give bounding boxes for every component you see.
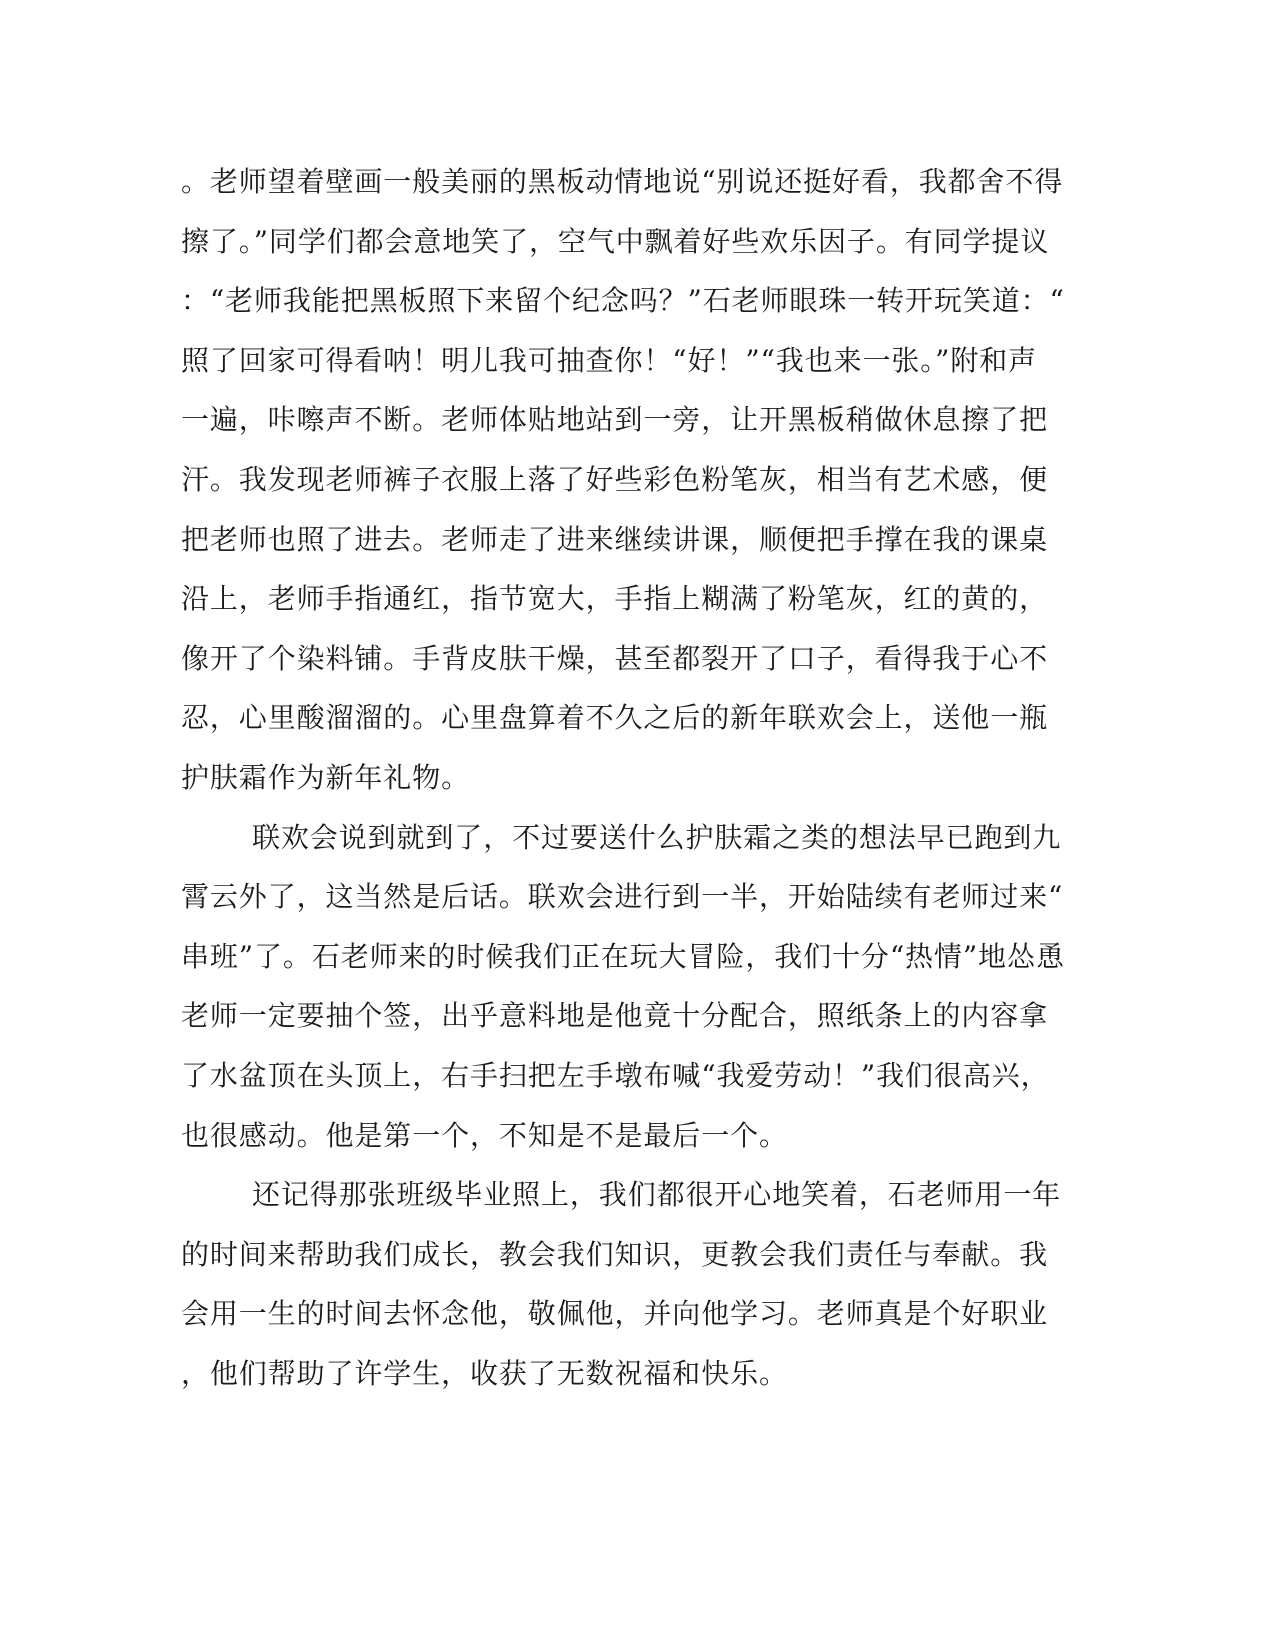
text-line: 汗。我发现老师裤子衣服上落了好些彩色粉笔灰，相当有艺术感，便 <box>181 462 1049 496</box>
text-line: 护肤霜作为新年礼物。 <box>181 760 471 794</box>
text-line: 像开了个染料铺。手背皮肤干燥，甚至都裂开了口子，看得我于心不 <box>181 641 1049 675</box>
text-line: 把老师也照了进去。老师走了进来继续讲课，顺便把手撑在我的课桌 <box>181 522 1049 556</box>
text-line: 的时间来帮助我们成长，教会我们知识，更教会我们责任与奉献。我 <box>181 1237 1049 1271</box>
text-line: 沿上，老师手指通红，指节宽大，手指上糊满了粉笔灰，红的黄的， <box>181 582 1049 616</box>
text-line: 一遍，咔嚓声不断。老师体贴地站到一旁，让开黑板稍做休息擦了把 <box>181 403 1049 437</box>
body-text <box>181 152 1065 1403</box>
text-line: 串班”了。石老师来的时候我们正在玩大冒险，我们十分“热情”地怂恿 <box>181 939 1065 973</box>
paragraph-start-line: 还记得那张班级毕业照上，我们都很开心地笑着，石老师用一年 <box>252 1178 1062 1212</box>
paragraph-start-line: 联欢会说到就到了，不过要送什么护肤霜之类的想法早已跑到九 <box>252 820 1062 854</box>
text-line: 照了回家可得看呐！明儿我可抽查你！“好！”“我也来一张。”附和声 <box>181 343 1038 377</box>
text-line: 霄云外了，这当然是后话。联欢会进行到一半，开始陆续有老师过来“ <box>181 880 1064 914</box>
text-line: 。老师望着壁画一般美丽的黑板动情地说“别说还挺好看，我都舍不得 <box>181 165 1064 198</box>
text-line: ，他们帮助了许学生，收获了无数祝福和快乐。 <box>181 1356 788 1390</box>
text-line: ：“老师我能把黑板照下来留个纪念吗？”石老师眼珠一转开玩笑道：“ <box>181 284 1065 318</box>
text-line: 擦了。”同学们都会意地笑了，空气中飘着好些欢乐因子。有同学提议 <box>181 224 1050 258</box>
text-line: 也很感动。他是第一个，不知是不是最后一个。 <box>181 1118 788 1152</box>
text-line: 了水盆顶在头顶上，右手扫把左手墩布喊“我爱劳动！”我们很高兴， <box>181 1058 1050 1092</box>
text-line: 会用一生的时间去怀念他，敬佩他，并向他学习。老师真是个好职业 <box>181 1297 1049 1331</box>
text-line: 老师一定要抽个签，出乎意料地是他竟十分配合，照纸条上的内容拿 <box>181 999 1049 1033</box>
text-line: 忍，心里酸溜溜的。心里盘算着不久之后的新年联欢会上，送他一瓶 <box>181 701 1049 735</box>
